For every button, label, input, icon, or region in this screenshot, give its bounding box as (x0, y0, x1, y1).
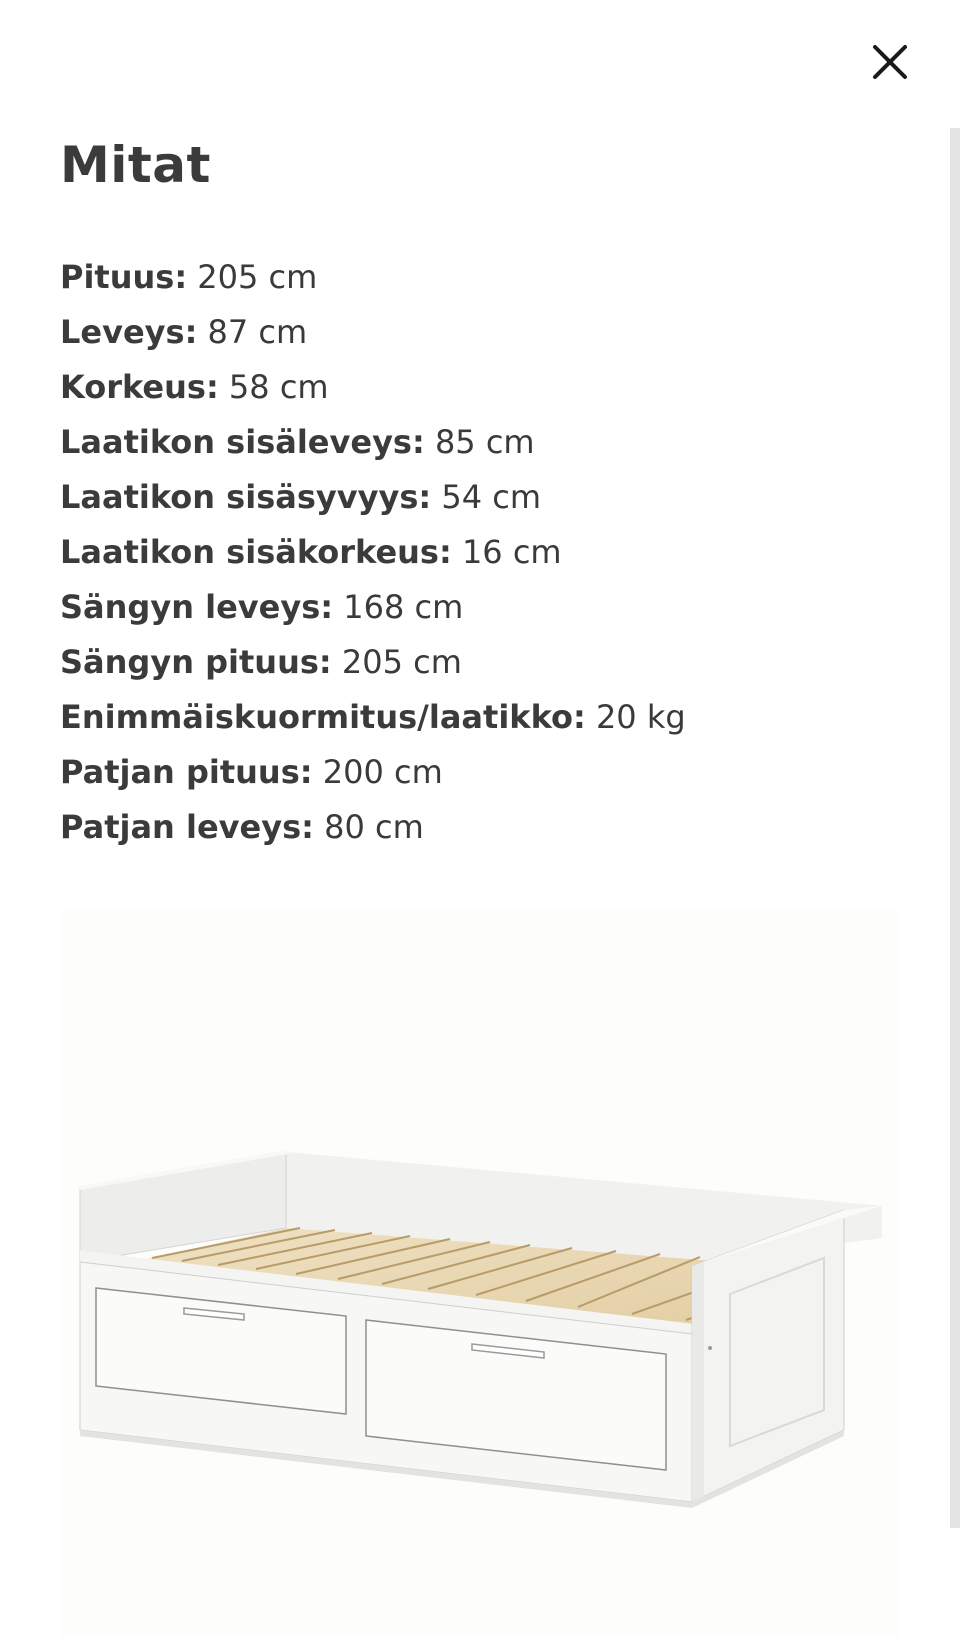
spec-value: 200 cm (322, 753, 443, 791)
spec-value: 16 cm (461, 533, 562, 571)
spec-value: 168 cm (343, 588, 464, 626)
spec-row-height (60, 360, 686, 415)
spec-value: 58 cm (228, 368, 329, 406)
spec-label: Korkeus: (60, 368, 219, 406)
spec-label: Patjan leveys: (60, 808, 314, 846)
spec-row-drawer-inner-width (60, 415, 686, 470)
spec-value: 87 cm (207, 313, 308, 351)
spec-label: Pituus: (60, 258, 188, 296)
dimensions-list (60, 250, 686, 855)
modal-title: Mitat (60, 136, 211, 194)
spec-row-mattress-length (60, 745, 686, 800)
spec-row-drawer-inner-height (60, 525, 686, 580)
spec-value: 205 cm (197, 258, 318, 296)
spec-row-width (60, 305, 686, 360)
spec-label: Patjan pituus: (60, 753, 313, 791)
spec-row-drawer-inner-depth (60, 470, 686, 525)
spec-label: Sängyn leveys: (60, 588, 334, 626)
daybed-illustration (60, 910, 900, 1636)
spec-row-max-load (60, 690, 686, 745)
spec-value: 205 cm (341, 643, 462, 681)
spec-value: 80 cm (324, 808, 424, 846)
spec-value: 20 kg (595, 698, 686, 736)
spec-value: 54 cm (441, 478, 541, 516)
spec-row-mattress-width (60, 800, 686, 855)
spec-label: Laatikon sisäleveys: (60, 423, 425, 461)
spec-label: Sängyn pituus: (60, 643, 332, 681)
scrollbar[interactable] (950, 128, 960, 1528)
close-icon (872, 44, 908, 80)
spec-row-bed-width (60, 580, 686, 635)
spec-label: Enimmäiskuormitus/laatikko: (60, 698, 586, 736)
spec-label: Leveys: (60, 313, 198, 351)
spec-label: Laatikon sisäkorkeus: (60, 533, 452, 571)
spec-row-length (60, 250, 686, 305)
spec-value: 85 cm (434, 423, 535, 461)
close-button[interactable] (866, 38, 914, 86)
spec-row-bed-length (60, 635, 686, 690)
spec-label: Laatikon sisäsyvyys: (60, 478, 432, 516)
product-image (60, 910, 900, 1636)
